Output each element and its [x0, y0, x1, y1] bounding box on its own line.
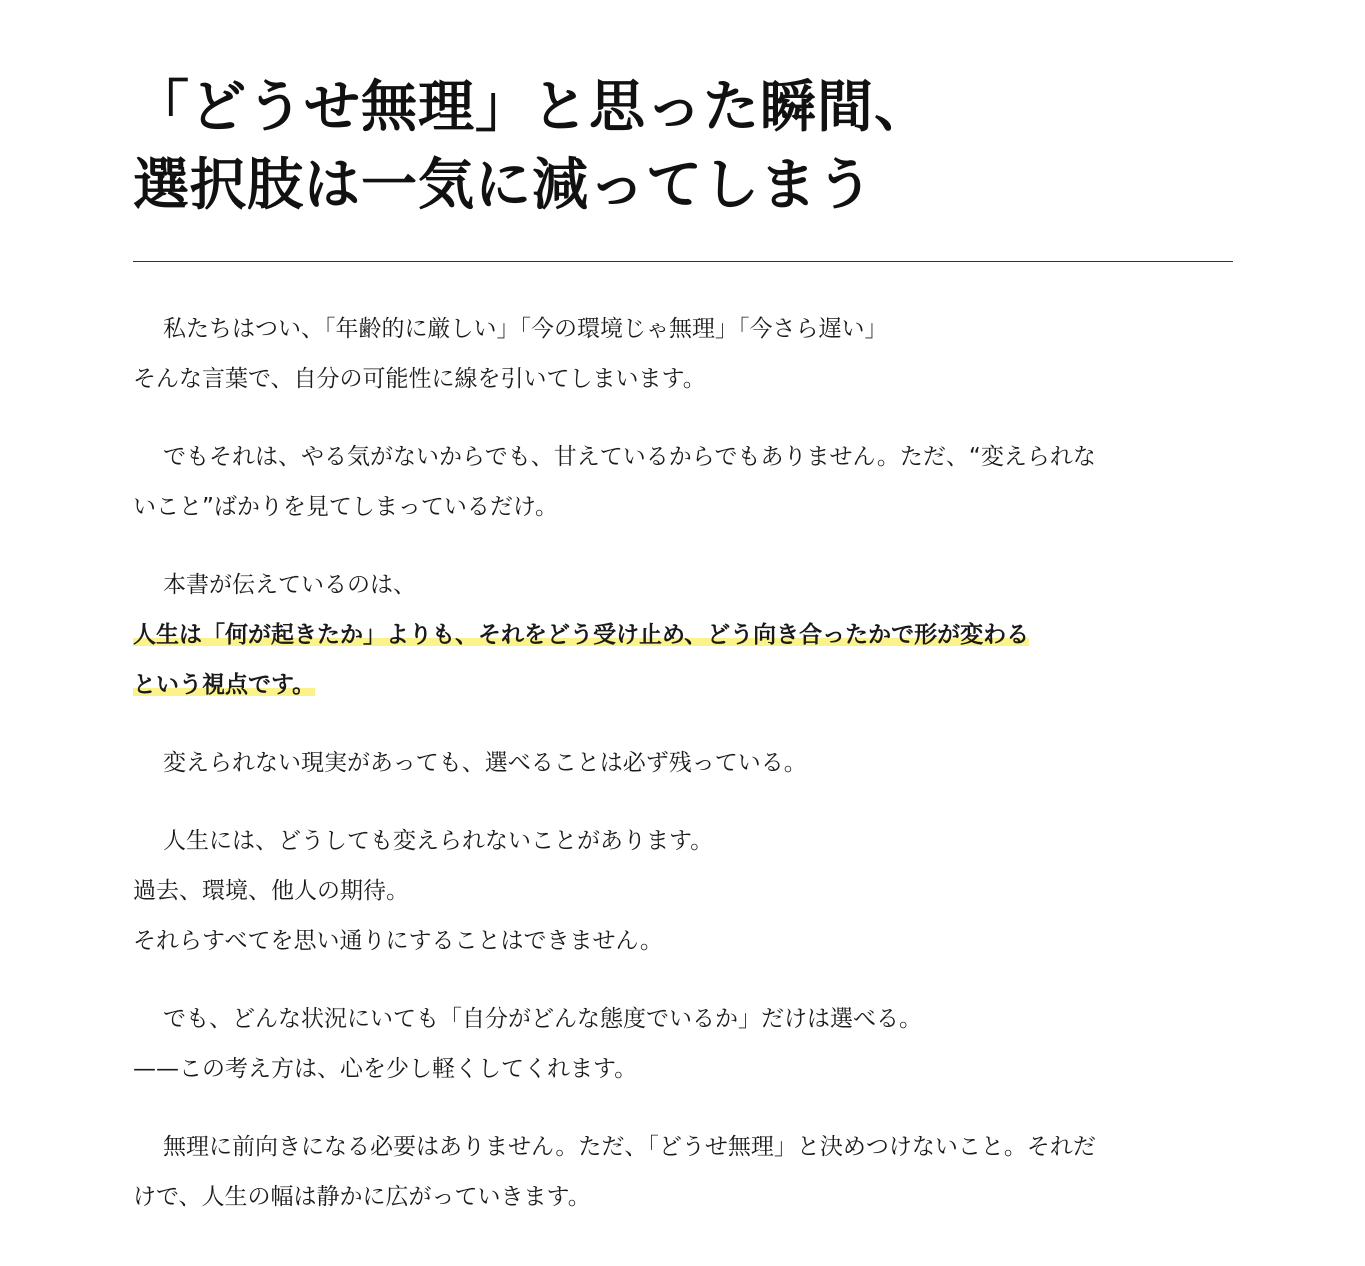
- paragraph-line: でもそれは、やる気がないからでも、甘えているからでもありません。ただ、“変えられな: [163, 444, 1096, 470]
- paragraph-line: そんな言葉で、自分の可能性に線を引いてしまいます。: [133, 366, 706, 392]
- title-line-1: 「どうせ無理」と思った瞬間、: [133, 74, 931, 140]
- highlighted-text: 人生は「何が起きたか」よりも、それをどう受け止め、どう向き合ったかで形が変わる: [133, 622, 1030, 648]
- paragraph-line: 人生には、どうしても変えられないことがあります。: [163, 828, 714, 854]
- paragraph-2: [133, 432, 1233, 532]
- paragraph-7: [133, 1122, 1233, 1222]
- paragraph-6: [133, 994, 1233, 1094]
- article-body: [133, 304, 1233, 1222]
- paragraph-5: [133, 816, 1233, 966]
- paragraph-line: ——この考え方は、心を少し軽くしてくれます。: [133, 1056, 638, 1082]
- paragraph-line: けで、人生の幅は静かに広がっていきます。: [133, 1184, 591, 1210]
- paragraph-line: 無理に前向きになる必要はありません。ただ、「どうせ無理」と決めつけないこと。それだ: [163, 1134, 1096, 1160]
- paragraph-line: 変えられない現実があっても、選べることは必ず残っている。: [163, 750, 807, 776]
- paragraph-line: 私たちはつい、「年齢的に厳しい」「今の環境じゃ無理」「今さら遅い」: [163, 316, 888, 342]
- paragraph-line: でも、どんな状況にいても「自分がどんな態度でいるか」だけは選べる。: [163, 1006, 922, 1032]
- paragraph-line: 過去、環境、他人の期待。: [133, 878, 409, 904]
- paragraph-line: いこと”ばかりを見てしまっているだけ。: [133, 494, 558, 520]
- title-divider: [133, 261, 1233, 262]
- paragraph-line: それらすべてを思い通りにすることはできません。: [133, 928, 663, 954]
- highlighted-text: という視点です。: [133, 672, 316, 698]
- title-line-2: 選択肢は一気に減ってしまう: [133, 152, 874, 218]
- paragraph-line: 本書が伝えているのは、: [163, 572, 416, 598]
- paragraph-1: [133, 304, 1233, 404]
- paragraph-4: [133, 738, 1233, 788]
- article-title: [133, 68, 1232, 224]
- paragraph-3: [133, 560, 1233, 710]
